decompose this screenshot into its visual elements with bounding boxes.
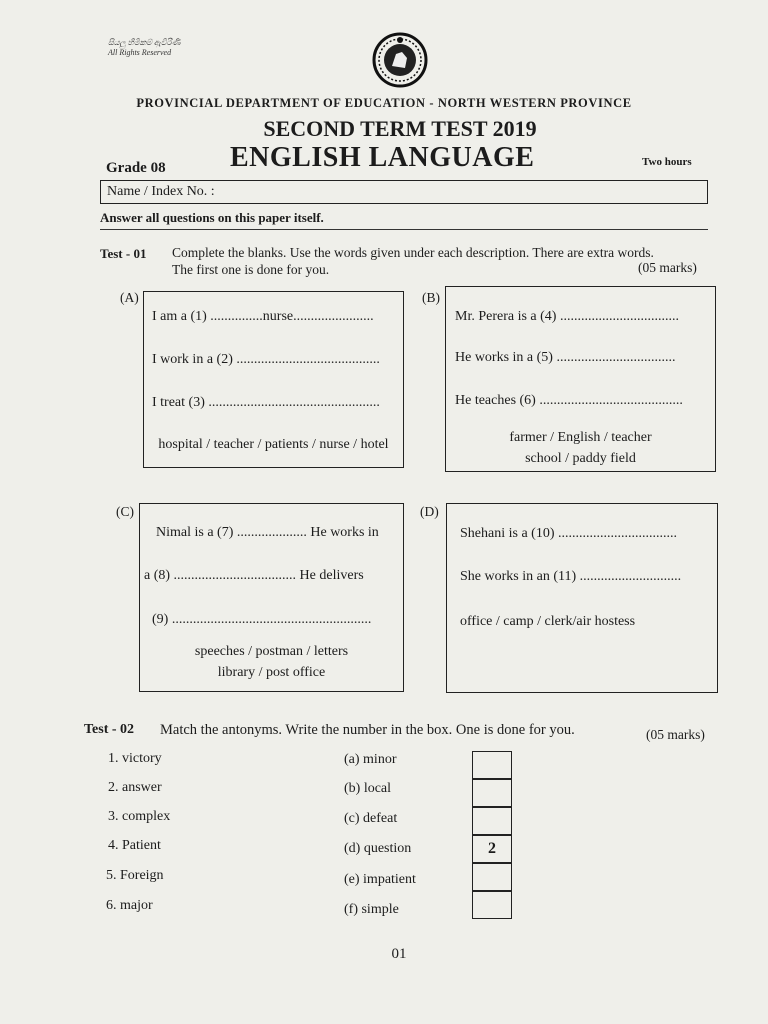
panel-c-line-2: a (8) ................................... He delivers (144, 568, 364, 583)
test1-label: Test - 01 (100, 246, 147, 261)
panel-c-options (140, 641, 403, 683)
panel-a (143, 291, 404, 468)
test2-label: Test - 02 (84, 722, 135, 737)
answer-box-4[interactable]: 2 (472, 835, 512, 863)
header-divider (100, 229, 708, 230)
panel-a-line-3: I treat (3) ................................................. (152, 395, 380, 410)
antonym-right-d: (d) question (344, 841, 412, 856)
panel-c (139, 503, 404, 692)
panel-c-line-3: (9) ......................................................... (152, 612, 372, 627)
panel-d-options: office / camp / clerk/air hostess (460, 614, 636, 629)
antonym-right-e: (e) impatient (344, 872, 416, 887)
panel-d (446, 503, 718, 693)
antonym-right-c: (c) defeat (344, 811, 398, 826)
page-number: 01 (391, 946, 407, 962)
copyright-sinhala: සියලු හිමිකම් ඇවිරිණි (108, 38, 181, 47)
panel-c-options-line-1: speeches / postman / letters (194, 644, 349, 659)
panel-d-line-2: She works in an (11) ............................. (460, 569, 682, 584)
antonym-left-1: 1. victory (108, 751, 162, 766)
panel-b (445, 286, 716, 472)
subject-title: ENGLISH LANGUAGE (230, 142, 535, 173)
answer-box-6[interactable] (472, 891, 512, 919)
panel-c-line-1: Nimal is a (7) .................... He works in (156, 525, 379, 540)
antonym-left-6: 6. major (106, 898, 153, 913)
test2-marks: (05 marks) (646, 727, 705, 742)
panel-a-options-line-1: hospital / teacher / patients / nurse / hotel (158, 437, 389, 452)
test1-instruction-line2: The first one is done for you. (172, 262, 330, 277)
duration-label: Two hours (642, 156, 692, 168)
sri-lanka-emblem-icon (372, 32, 428, 88)
test2-instruction: Match the antonyms. Write the number in the box. One is done for you. (160, 722, 575, 738)
antonym-right-f: (f) simple (344, 902, 399, 917)
panel-b-options-line-2: school / paddy field (525, 451, 636, 466)
panel-a-label: (A) (120, 290, 139, 305)
copyright-notice (108, 38, 180, 58)
test-title: SECOND TERM TEST 2019 (263, 116, 537, 141)
panel-b-label: (B) (422, 290, 440, 305)
answer-box-5[interactable] (472, 863, 512, 891)
antonym-right-a: (a) minor (344, 752, 397, 767)
antonym-left-5: 5. Foreign (106, 868, 164, 883)
test1-instruction-line1: Complete the blanks. Use the words given under each description. There are extra words. (172, 245, 654, 260)
panel-b-options (446, 427, 715, 469)
panel-b-options-line-1: farmer / English / teacher (509, 430, 652, 445)
antonym-right-b: (b) local (344, 781, 392, 796)
panel-b-line-2: He works in a (5) .................................. (455, 350, 676, 365)
copyright-english: All Rights Reserved (108, 48, 172, 57)
answer-instruction: Answer all questions on this paper itself. (100, 210, 324, 225)
antonym-left-2: 2. answer (108, 780, 162, 795)
panel-a-line-2: I work in a (2) ......................................... (152, 352, 380, 367)
department-heading: PROVINCIAL DEPARTMENT OF EDUCATION - NORTH WESTERN PROVINCE (136, 96, 632, 110)
panel-c-label: (C) (116, 504, 134, 519)
test1-marks: (05 marks) (638, 260, 697, 275)
name-index-field[interactable] (100, 180, 708, 204)
answer-box-1[interactable] (472, 751, 512, 779)
panel-d-label: (D) (420, 504, 439, 519)
panel-a-line-1: I am a (1) ...............nurse....................... (152, 309, 374, 324)
grade-label: Grade 08 (106, 160, 166, 176)
panel-d-line-1: Shehani is a (10) .................................. (460, 526, 677, 541)
panel-b-line-3: He teaches (6) ......................................... (455, 393, 683, 408)
answer-box-3[interactable] (472, 807, 512, 835)
name-index-label: Name / Index No. : (107, 184, 215, 199)
panel-a-options (144, 434, 403, 455)
panel-b-line-1: Mr. Perera is a (4) .................................. (455, 309, 679, 324)
answer-box-2[interactable] (472, 779, 512, 807)
antonym-left-3: 3. complex (108, 809, 171, 824)
panel-c-options-line-2: library / post office (217, 665, 326, 680)
antonym-left-4: 4. Patient (108, 838, 161, 853)
